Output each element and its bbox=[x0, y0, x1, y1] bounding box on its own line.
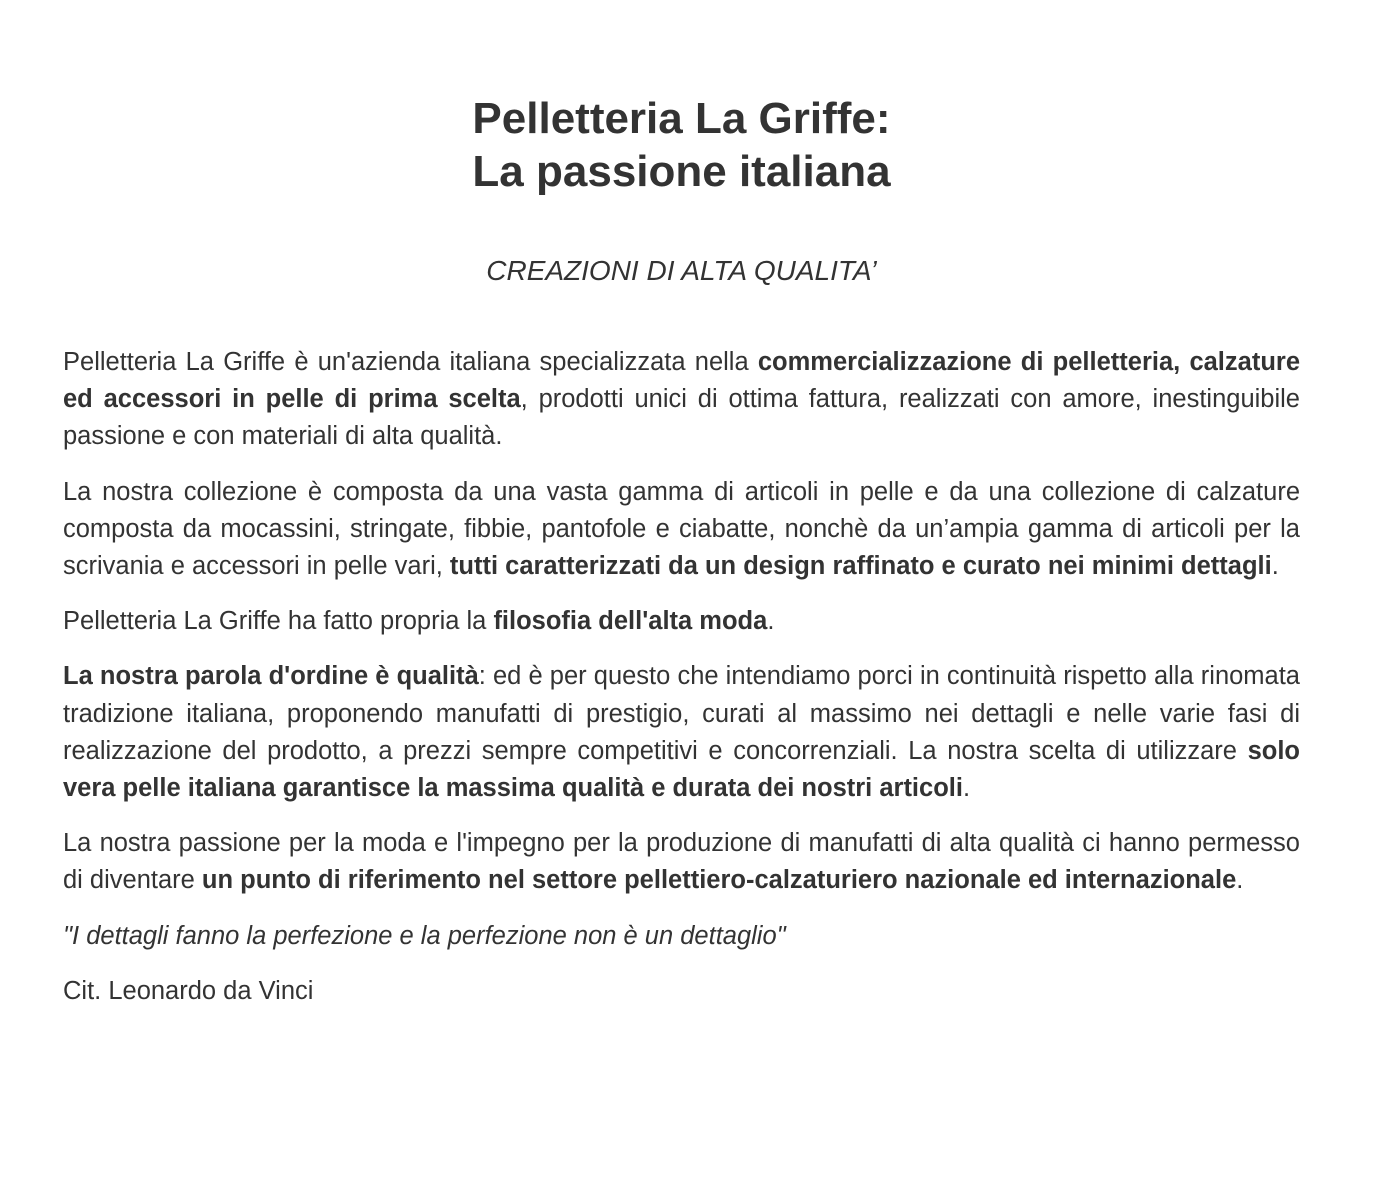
text: . bbox=[1271, 552, 1279, 581]
text: . bbox=[767, 607, 775, 636]
citation: Cit. Leonardo da Vinci bbox=[63, 976, 314, 1005]
bold-text: La nostra parola d'ordine è qualità bbox=[63, 662, 479, 691]
text: La nostra passione per la moda e l'impegno per la produzione di manufatti di alta qualità ci hanno permesso di diventare bbox=[63, 829, 1300, 895]
page-title bbox=[63, 92, 1300, 198]
bold-text: un punto di riferimento nel settore pellettiero-calzaturiero nazionale ed internazionale bbox=[201, 866, 1237, 895]
paragraph-intro bbox=[63, 344, 1300, 456]
text: Pelletteria La Griffe ha fatto propria la bbox=[63, 607, 494, 636]
text: . bbox=[1236, 866, 1244, 895]
paragraph-philosophy bbox=[63, 603, 1300, 640]
text: La nostra collezione è composta da una vasta gamma di articoli in pelle e da una collezione di calzature composta da mocassini, stringate, fibbie, pantofole e ciabatte, nonchè da un’ampia gamma di articoli per la scrivania e accessori in pelle vari, bbox=[63, 477, 1300, 581]
bold-text: commercializzazione di pelletteria, calzature ed accessori in pelle di prima scelta bbox=[63, 348, 1301, 414]
text: . bbox=[962, 774, 971, 803]
bold-text: tutti caratterizzati da un design raffinato e curato nei minimi dettagli bbox=[449, 552, 1272, 581]
paragraph-passion bbox=[63, 825, 1300, 899]
title-line-2: La passione italiana bbox=[472, 147, 891, 196]
bold-text: solo vera pelle italiana garantisce la massima qualità e durata dei nostri articoli bbox=[63, 736, 1300, 803]
text: , prodotti unici di ottima fattura, realizzati con amore, inestinguibile passione e con materiali di alta qualità. bbox=[63, 385, 1300, 451]
text: : ed è per questo che intendiamo porci in continuità rispetto alla rinomata tradizione italiana, proponendo manufatti di prestigio, curati al massimo nei dettagli e nelle varie fasi di realizzazione del prodotto, a prezzi sempre competitivi e concorrenziali. La nostra scelta di utilizzare bbox=[63, 662, 1300, 765]
title-line-1: Pelletteria La Griffe: bbox=[472, 94, 891, 143]
paragraph-quality bbox=[63, 658, 1300, 807]
bold-text: filosofia dell'alta moda bbox=[493, 607, 768, 636]
quote: "I dettagli fanno la perfezione e la perfezione non è un dettaglio" bbox=[63, 921, 786, 950]
text: Pelletteria La Griffe è un'azienda italiana specializzata nella bbox=[63, 348, 758, 376]
subtitle: CREAZIONI DI ALTA QUALITA’ bbox=[486, 255, 877, 286]
paragraph-collection bbox=[63, 474, 1300, 586]
content-body bbox=[63, 344, 1300, 1010]
